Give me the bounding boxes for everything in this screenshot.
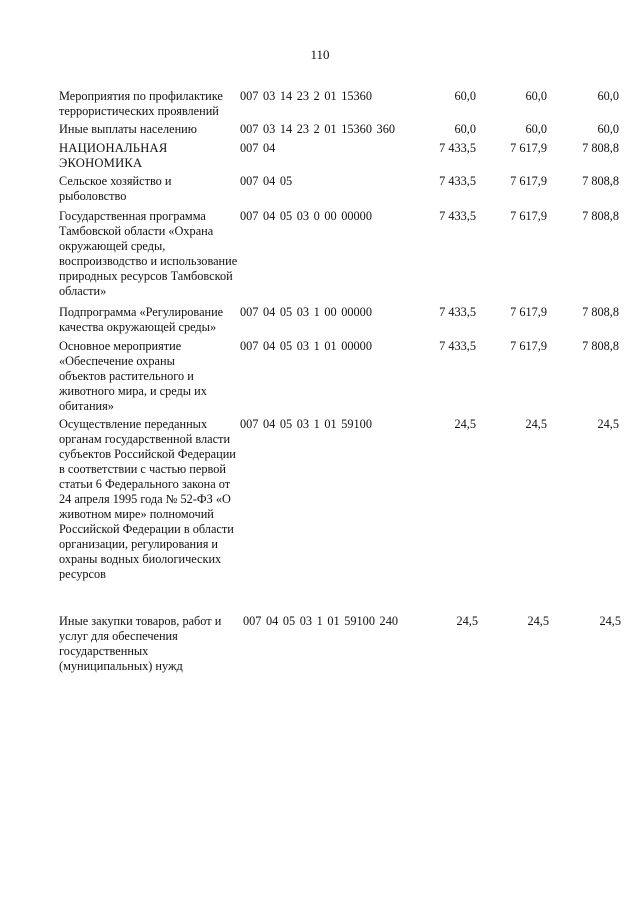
row-name: Сельское хозяйство и рыболовство bbox=[59, 174, 172, 203]
row-name: Иные закупки товаров, работ и услуг для обеспечения государственных (муниципальных) нужд bbox=[59, 614, 222, 673]
row-name: Основное мероприятие «Обеспечение охраны объектов растительного и животного мира, и среды их обитания» bbox=[59, 339, 207, 413]
value-col-1: 60,0 bbox=[454, 89, 476, 103]
row-code: 007 03 14 23 2 01 15360 360 bbox=[240, 122, 395, 136]
row-code: 007 04 bbox=[240, 141, 276, 155]
value-col-1: 60,0 bbox=[454, 122, 476, 136]
row-code: 007 04 05 03 1 01 59100 bbox=[240, 417, 372, 431]
row-name: Иные выплаты населению bbox=[59, 122, 197, 136]
value-col-3: 7 808,8 bbox=[582, 141, 619, 155]
value-col-3: 7 808,8 bbox=[582, 209, 619, 223]
value-col-2: 24,5 bbox=[527, 614, 549, 628]
value-col-1: 7 433,5 bbox=[439, 141, 476, 155]
row-code: 007 04 05 03 1 01 59100 240 bbox=[243, 614, 398, 628]
value-col-1: 7 433,5 bbox=[439, 209, 476, 223]
row-code: 007 04 05 03 1 01 00000 bbox=[240, 339, 372, 353]
value-col-3: 60,0 bbox=[597, 89, 619, 103]
value-col-3: 60,0 bbox=[597, 122, 619, 136]
value-col-3: 24,5 bbox=[599, 614, 621, 628]
row-name: Государственная программа Тамбовской области «Охрана окружающей среды, воспроизводство и использование природных ресурсов Тамбовской области» bbox=[59, 209, 238, 298]
row-code: 007 03 14 23 2 01 15360 bbox=[240, 89, 372, 103]
value-col-1: 24,5 bbox=[456, 614, 478, 628]
value-col-2: 7 617,9 bbox=[510, 339, 547, 353]
value-col-2: 7 617,9 bbox=[510, 174, 547, 188]
value-col-2: 7 617,9 bbox=[510, 141, 547, 155]
value-col-2: 60,0 bbox=[525, 122, 547, 136]
value-col-3: 7 808,8 bbox=[582, 174, 619, 188]
value-col-3: 7 808,8 bbox=[582, 305, 619, 319]
row-code: 007 04 05 03 1 00 00000 bbox=[240, 305, 372, 319]
value-col-2: 24,5 bbox=[525, 417, 547, 431]
value-col-1: 7 433,5 bbox=[439, 305, 476, 319]
value-col-1: 7 433,5 bbox=[439, 174, 476, 188]
row-code: 007 04 05 03 0 00 00000 bbox=[240, 209, 372, 223]
value-col-1: 7 433,5 bbox=[439, 339, 476, 353]
value-col-1: 24,5 bbox=[454, 417, 476, 431]
row-name: НАЦИОНАЛЬНАЯ ЭКОНОМИКА bbox=[59, 141, 168, 170]
row-name: Осуществление переданных органам государственной власти субъектов Российской Федерации в соответствии с частью первой статьи 6 Федерального закона от 24 апреля 1995 года № 52-ФЗ «О животном мире» полномочий Российской Федерации в области организации, регулирования и охраны водных биологических ресурсов bbox=[59, 417, 236, 581]
page-number: 110 bbox=[310, 47, 330, 62]
value-col-3: 24,5 bbox=[597, 417, 619, 431]
value-col-3: 7 808,8 bbox=[582, 339, 619, 353]
value-col-2: 60,0 bbox=[525, 89, 547, 103]
row-code: 007 04 05 bbox=[240, 174, 293, 188]
value-col-2: 7 617,9 bbox=[510, 305, 547, 319]
row-name: Мероприятия по профилактике террористических проявлений bbox=[59, 89, 223, 118]
row-name: Подпрограмма «Регулирование качества окружающей среды» bbox=[59, 305, 224, 334]
value-col-2: 7 617,9 bbox=[510, 209, 547, 223]
